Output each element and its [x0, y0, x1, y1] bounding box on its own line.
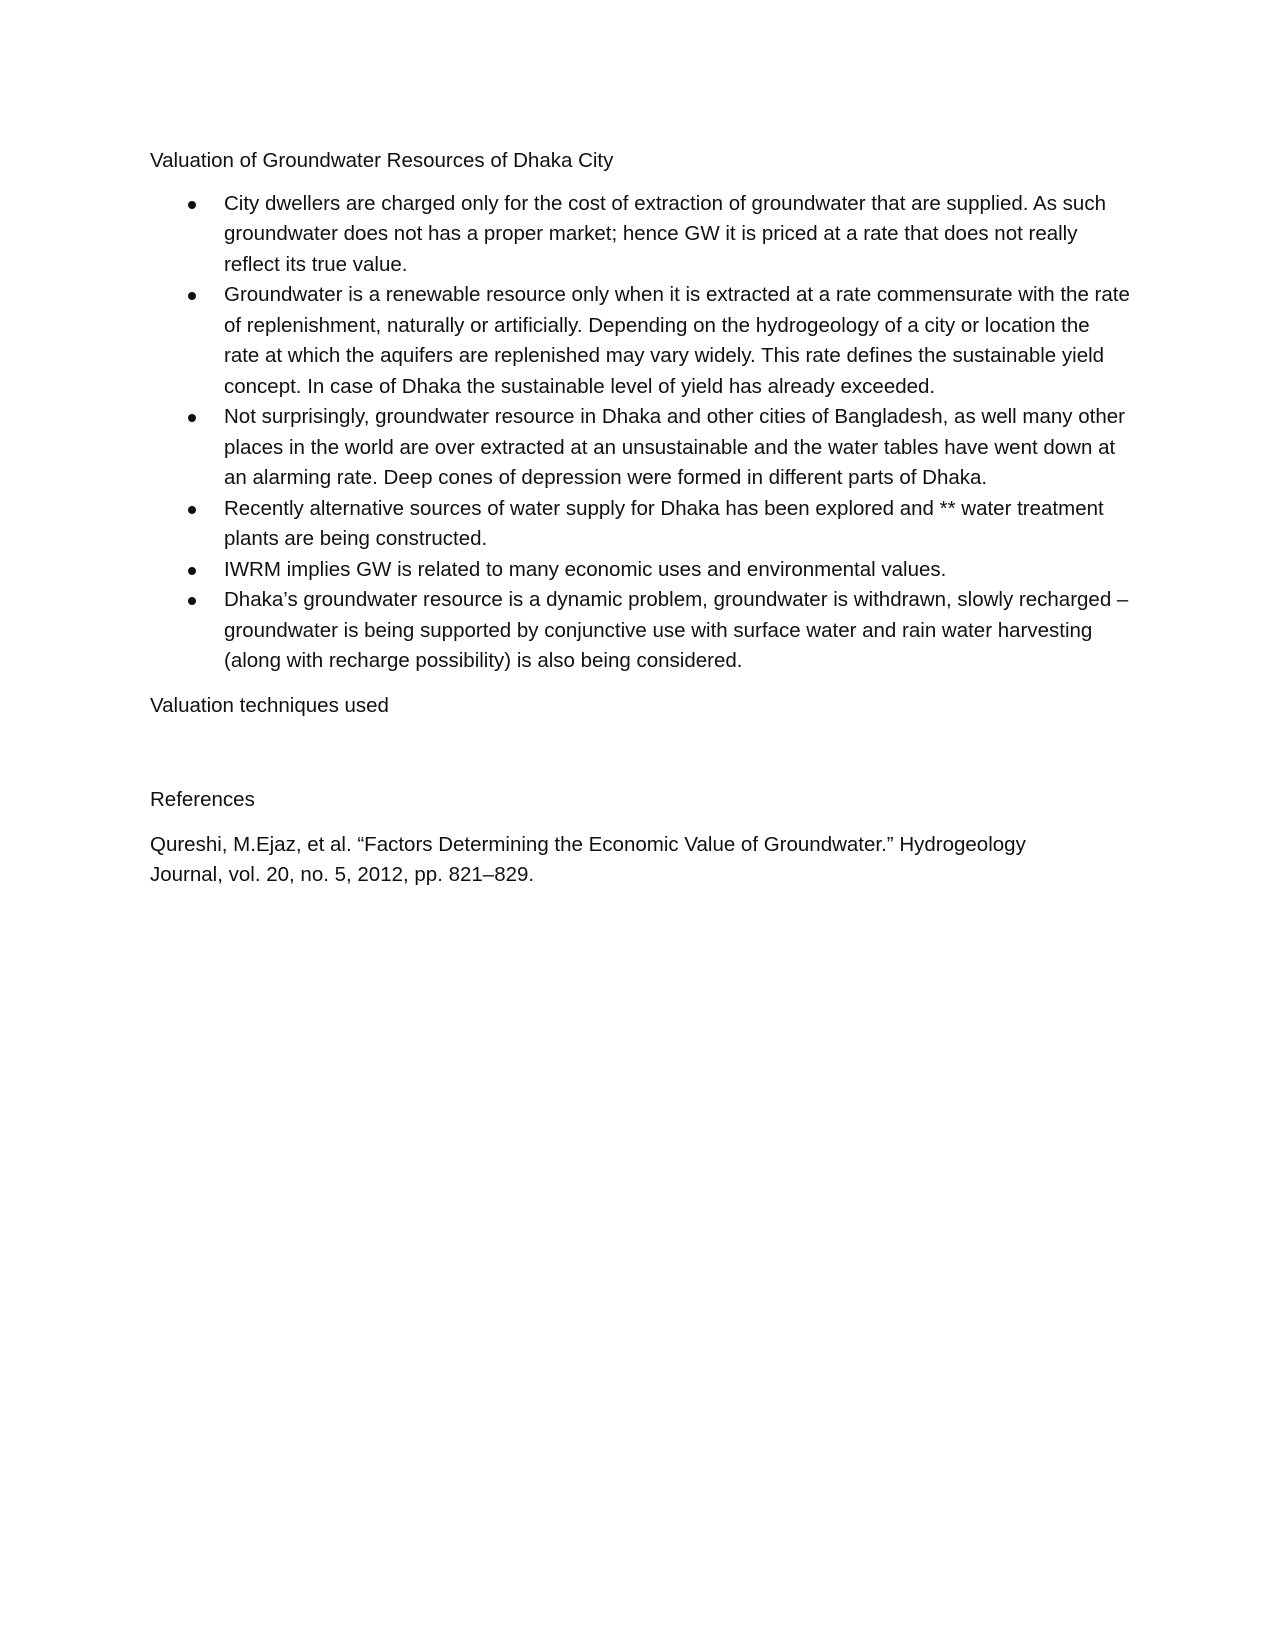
reference-entry: Qureshi, M.Ejaz, et al. “Factors Determining the Economic Value of Groundwater.” Hydrogeology Journal, vol. 20, no. 5, 2012, pp. 821–829. [150, 832, 1026, 886]
bullet-icon [188, 292, 196, 300]
document-title: Valuation of Groundwater Resources of Dhaka City [150, 149, 614, 172]
list-item-text: Not surprisingly, groundwater resource in Dhaka and other cities of Bangladesh, as well many other places in the world are over extracted at an unsustainable and the water tables have went down at an alarming rate. Deep cones of depression were formed in different parts of Dhaka. [224, 405, 1125, 489]
list-item-text: Recently alternative sources of water supply for Dhaka has been explored and ** water treatment plants are being constructed. [224, 496, 1104, 550]
list-item [150, 189, 1130, 281]
list-item [150, 280, 1130, 402]
bullet-list [150, 189, 1130, 677]
list-item-text: Dhaka’s groundwater resource is a dynamic problem, groundwater is withdrawn, slowly recharged – groundwater is being supported by conjunctive use with surface water and rain water harvesting (along with recharge possibility) is also being considered. [224, 588, 1129, 672]
bullet-icon [188, 597, 196, 605]
techniques-heading: Valuation techniques used [150, 693, 389, 717]
list-item [150, 555, 1130, 586]
bullet-icon [188, 567, 196, 575]
list-item [150, 402, 1130, 494]
list-item-text: Groundwater is a renewable resource only when it is extracted at a rate commensurate with the rate of replenishment, naturally or artificially. Depending on the hydrogeology of a city or location the rate at which the aquifers are replenished may vary widely. This rate defines the sustainable yield concept. In case of Dhaka the sustainable level of yield has already exceeded. [224, 283, 1130, 398]
list-item [150, 494, 1130, 555]
list-item-text: IWRM implies GW is related to many economic uses and environmental values. [224, 557, 947, 581]
bullet-icon [188, 506, 196, 514]
bullet-icon [188, 414, 196, 422]
document-body [150, 146, 1130, 891]
bullet-icon [188, 201, 196, 209]
blank-space [150, 721, 1130, 785]
list-item-text: City dwellers are charged only for the cost of extraction of groundwater that are supplied. As such groundwater does not has a proper market; hence GW it is priced at a rate that does not really reflect its true value. [224, 191, 1106, 276]
list-item [150, 585, 1130, 677]
references-heading: References [150, 788, 255, 811]
